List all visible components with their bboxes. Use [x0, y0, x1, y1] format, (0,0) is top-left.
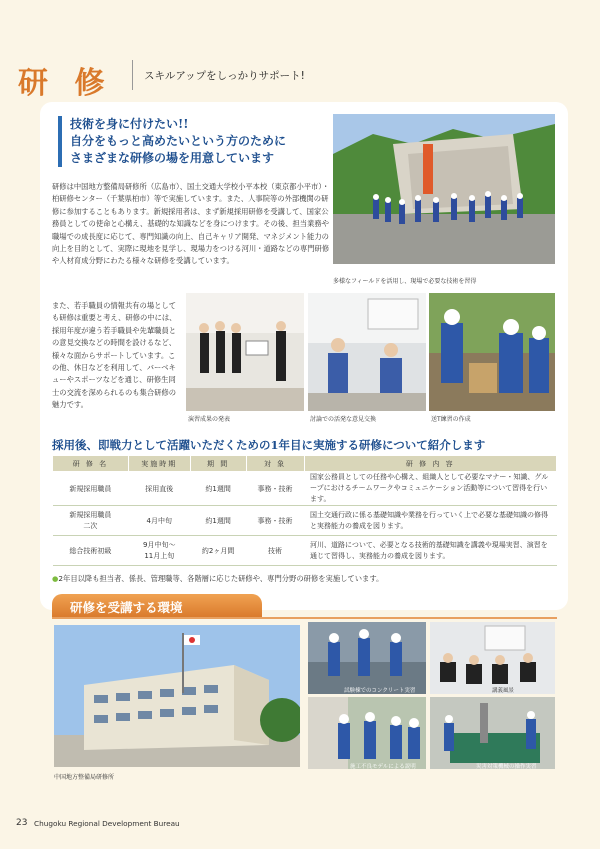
disaster-caption: 災害対策機械の操作実習	[476, 764, 537, 770]
footer-text: Chugoku Regional Development Bureau	[34, 819, 180, 828]
row-content: 河川、道路について、必要となる技術的基礎知識を講義や現場実習、演習を通じて習得し、実務能力の養成を図ります。	[304, 536, 557, 566]
row-name: 新規採用職員 二次	[53, 506, 129, 536]
row-target: 技術	[246, 536, 304, 566]
row-name: 新規採用職員	[53, 472, 129, 506]
building-photo	[54, 625, 300, 767]
training-table	[52, 455, 557, 566]
bullet-icon: ●	[52, 574, 59, 583]
table-note	[52, 574, 383, 584]
table-row	[53, 506, 557, 536]
row-content: 国土交通行政に係る基礎知識や業務を行っていく上で必要な基礎知識の修得と実務能力の養成を図ります。	[304, 506, 557, 536]
row-content: 国家公務員としての任務や心構え、組織人として必要なマナー・知識、グループにおけるチームワークやコミュニケーション活動等について習得を行います。	[304, 472, 557, 506]
col-header-name: 研 修 名	[53, 456, 129, 472]
page-title: 研 修	[18, 66, 113, 101]
page-number: 23	[16, 818, 28, 828]
lead-heading	[58, 116, 328, 167]
drill-caption: 送T練習の作成	[431, 416, 471, 423]
exchange-caption: 討論での活発な意見交換	[310, 416, 377, 423]
table-header-row	[53, 456, 557, 472]
environment-heading: 研修を受講する環境	[52, 594, 262, 618]
lead-line-3: さまざまな研修の場を用意しています	[70, 151, 275, 165]
col-header-content: 研 修 内 容	[304, 456, 557, 472]
concrete-caption: 試験棟でのコンクリート実習	[344, 688, 416, 694]
row-name: 総合技術初級	[53, 536, 129, 566]
row-target: 事務・技術	[246, 472, 304, 506]
row-period: 約2ヶ月間	[190, 536, 246, 566]
exchange-photo	[308, 293, 426, 411]
model-caption: 施工不良モデルによる説明	[350, 764, 416, 770]
col-header-target: 対 象	[246, 456, 304, 472]
environment-divider	[52, 617, 557, 619]
row-timing: 採用直後	[128, 472, 190, 506]
drill-photo	[429, 293, 555, 411]
presentation-caption: 演習成果の発表	[188, 416, 231, 423]
intro-paragraph-1: 研修は中国地方整備局研修所（広島市）、国土交通大学校小平本校（東京都小平市）・柏研修センター（千葉県柏市）等で実施しています。また、人事院等の外部機関の研修に参加することもあります。新規採用者は、まず新規採用研修を受講して、国家公務員としての使命と心構え、基礎的な知識などを身につけます。その後、担当業務や職場での成長度に応じて、専門知識の向上、自己キャリア開発、マネジメント能力の向上を目的として、実際に現地を見学し、現場力をつける河川・道路などの専門研修や人材育成分野にわたる様々な研修を受講しています。	[52, 182, 330, 266]
table-heading: 採用後、即戦力として活躍いただくための1年目に実施する研修について紹介します	[52, 438, 486, 452]
presentation-photo	[186, 293, 304, 411]
lecture-caption: 講義風景	[492, 688, 515, 694]
row-period: 約1週間	[190, 506, 246, 536]
page-subtitle: スキルアップをしっかりサポート!	[144, 70, 305, 82]
disaster-photo	[430, 697, 555, 769]
concrete-photo	[308, 622, 426, 694]
table-note-text: 2年目以降も担当者、係長、管理職等、各階層に応じた研修や、専門分野の研修を実施しています。	[58, 574, 384, 583]
col-header-timing: 実施時期	[128, 456, 190, 472]
col-header-period: 期 間	[190, 456, 246, 472]
model-photo	[308, 697, 426, 769]
intro-paragraph-2: また、若手職員の情報共有の場としても研修は重要と考え、研修の中には、採用年度が違う若手職員や先輩職員との意見交換などの時間を設けるなど、様々な面からサポートしています。この他、休日などを利用して、バーベキューやスポーツなどを通じ、研修生同士の交流を深められるのも集合研修の魅力です。	[52, 301, 177, 410]
row-period: 約1週間	[190, 472, 246, 506]
table-row	[53, 472, 557, 506]
row-timing: 4月中旬	[128, 506, 190, 536]
lead-line-1: 技術を身に付けたい!!	[70, 117, 189, 131]
row-timing: 9月中旬〜 11月上旬	[128, 536, 190, 566]
building-caption: 中国地方整備局研修所	[54, 774, 115, 781]
lead-line-2: 自分をもっと高めたいという方のために	[70, 134, 287, 148]
field-photo-caption: 多様なフィールドを活用し、現場で必要な技術を習得	[333, 278, 477, 285]
lecture-photo	[430, 622, 555, 694]
field-training-photo	[333, 114, 555, 264]
title-divider	[132, 60, 133, 90]
row-target: 事務・技術	[246, 506, 304, 536]
table-row	[53, 536, 557, 566]
